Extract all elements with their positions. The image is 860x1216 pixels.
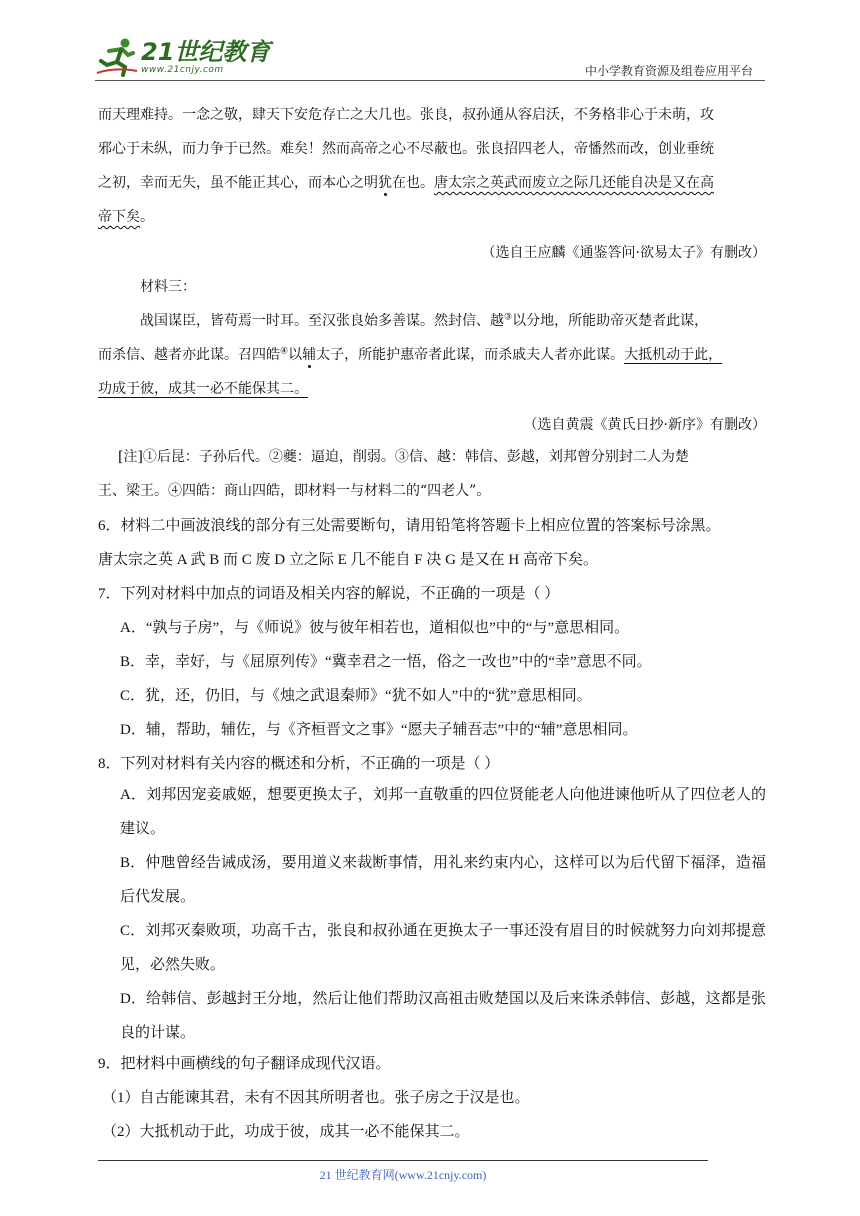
option-d: D．辅，帮助，辅佐，与《齐桓晋文之事》“愿夫子辅吾志”中的“辅”意思相同。	[120, 722, 638, 738]
note-line: [注]①后昆：子孙后代。②夔：逼迫，削弱。③信、越：韩信、彭越，刘邦曾分别封二人为楚	[118, 449, 689, 465]
option-b: B．仲虺曾经告诫成汤，要用道义来裁断事情，用礼来约束内心，这样可以为后代留下福泽，造福后代发展。	[120, 855, 766, 905]
header-divider	[95, 80, 765, 81]
passage-text: 。	[140, 209, 154, 225]
footnote-marker: ④	[280, 346, 289, 357]
page-header	[95, 36, 765, 82]
footnote-marker: ③	[504, 312, 513, 323]
passage-line: 邪心于未纵，而力争于已然。难矣！然而高帝之心不尽蔽也。张良招四老人，帝憣然而改，创业垂统	[98, 141, 714, 157]
passage-text: 以	[288, 347, 303, 363]
underlined-text: 功成于彼，成其一必不能保其二。	[98, 381, 308, 397]
source-citation: （选自王应麟《通鉴答问·欲易太子》有删改）	[481, 245, 766, 261]
option-d: D．给韩信、彭越封王分地，然后让他们帮助汉高祖击败楚国以及后来诛杀韩信、彭越，这都是张良的计谋。	[120, 991, 766, 1041]
wavy-underlined-text: 唐太宗之英武而废立之际几还能自决是又在高	[434, 175, 714, 191]
passage-line	[98, 206, 154, 226]
passage-line	[98, 172, 714, 192]
passage-text: 在也。	[392, 175, 434, 191]
platform-title: 中小学教育资源及组卷应用平台	[584, 64, 753, 78]
passage-text: 以分地，所能助帝灭楚者此谋，	[512, 313, 709, 329]
passage-line	[98, 344, 722, 364]
passage-text: 战国谋臣，皆苟焉一时耳。至汉张良始多善谋。然封信、越	[140, 313, 504, 329]
option-b: B．幸，幸好，与《屈原列传》“冀幸君之一悟，俗之一改也”中的“幸”意思不同。	[120, 654, 652, 670]
question-stem: 6．材料二中画波浪线的部分有三处需要断句，请用铅笔将答题卡上相应位置的答案标号涂黑。	[98, 518, 721, 534]
option-a: A．“孰与子房”，与《师说》彼与彼年相若也，道相似也”中的“与”意思相同。	[120, 620, 630, 636]
site-logo	[95, 36, 270, 78]
runner-icon	[95, 37, 139, 77]
option-c: C．刘邦灭秦败项，功高千古，张良和叔孙通在更换太子一事还没有眉目的时候就努力向刘邦提意见，必然失败。	[120, 923, 766, 973]
passage-line	[98, 378, 308, 398]
passage-line: 而天理难持。一念之敬，肆天下安危存亡之大几也。张良，叔孙通从容启沃，不务格非心于未萌，攻	[98, 107, 714, 123]
passage-line	[140, 310, 708, 330]
passage-text: 太子，所能护惠帝者此谋，而杀戚夫人者亦此谋。	[316, 347, 625, 363]
question-stem: 8．下列对材料有关内容的概述和分析，不正确的一项是（ ）	[98, 756, 500, 772]
material-label: 材料三：	[140, 279, 196, 295]
logo-url: www.21cnjy.com	[141, 64, 224, 75]
question-options: 唐太宗之英 A 武 B 而 C 废 D 立之际 E 几不能自 F 决 G 是又在 H 高帝下矣。	[98, 552, 599, 568]
emphasis-dotted-word: 辅	[302, 347, 317, 363]
option-c: C．犹，还，仍旧，与《烛之武退秦师》“犹不如人”中的“犹”意思相同。	[120, 688, 592, 704]
source-citation: （选自黄震《黄氏日抄·新序》有删改）	[523, 417, 766, 433]
sub-question-1: （1）自古能谏其君，未有不因其所明者也。张子房之于汉是也。	[102, 1090, 530, 1106]
passage-text: 之初，幸而无失，虽不能正其心，而本心之明	[98, 175, 378, 191]
question-stem: 7．下列对材料中加点的词语及相关内容的解说，不正确的一项是（ ）	[98, 586, 560, 602]
footer-divider	[98, 1160, 708, 1161]
option-a: A．刘邦因宠妾戚姬，想要更换太子，刘邦一直敬重的四位贤能老人向他进谏他听从了四位老人的建议。	[120, 787, 766, 837]
sub-question-2: （2）大抵机动于此，功成于彼，成其一必不能保其二。	[102, 1124, 470, 1140]
note-line: 王、梁王。④四皓：商山四皓，即材料一与材料二的“四老人”。	[98, 483, 491, 499]
footer-link[interactable]: 21 世纪教育网(www.21cnjy.com)	[319, 1168, 487, 1182]
wavy-underlined-text: 帝下矣	[98, 209, 140, 225]
emphasis-dotted-word: 犹	[378, 175, 392, 191]
passage-text: 而杀信、越者亦此谋。召四皓	[98, 347, 280, 363]
question-stem: 9．把材料中画横线的句子翻译成现代汉语。	[98, 1056, 391, 1072]
underlined-text: 大抵机动于此，	[624, 347, 723, 363]
logo-title: 21世纪教育	[141, 37, 271, 66]
